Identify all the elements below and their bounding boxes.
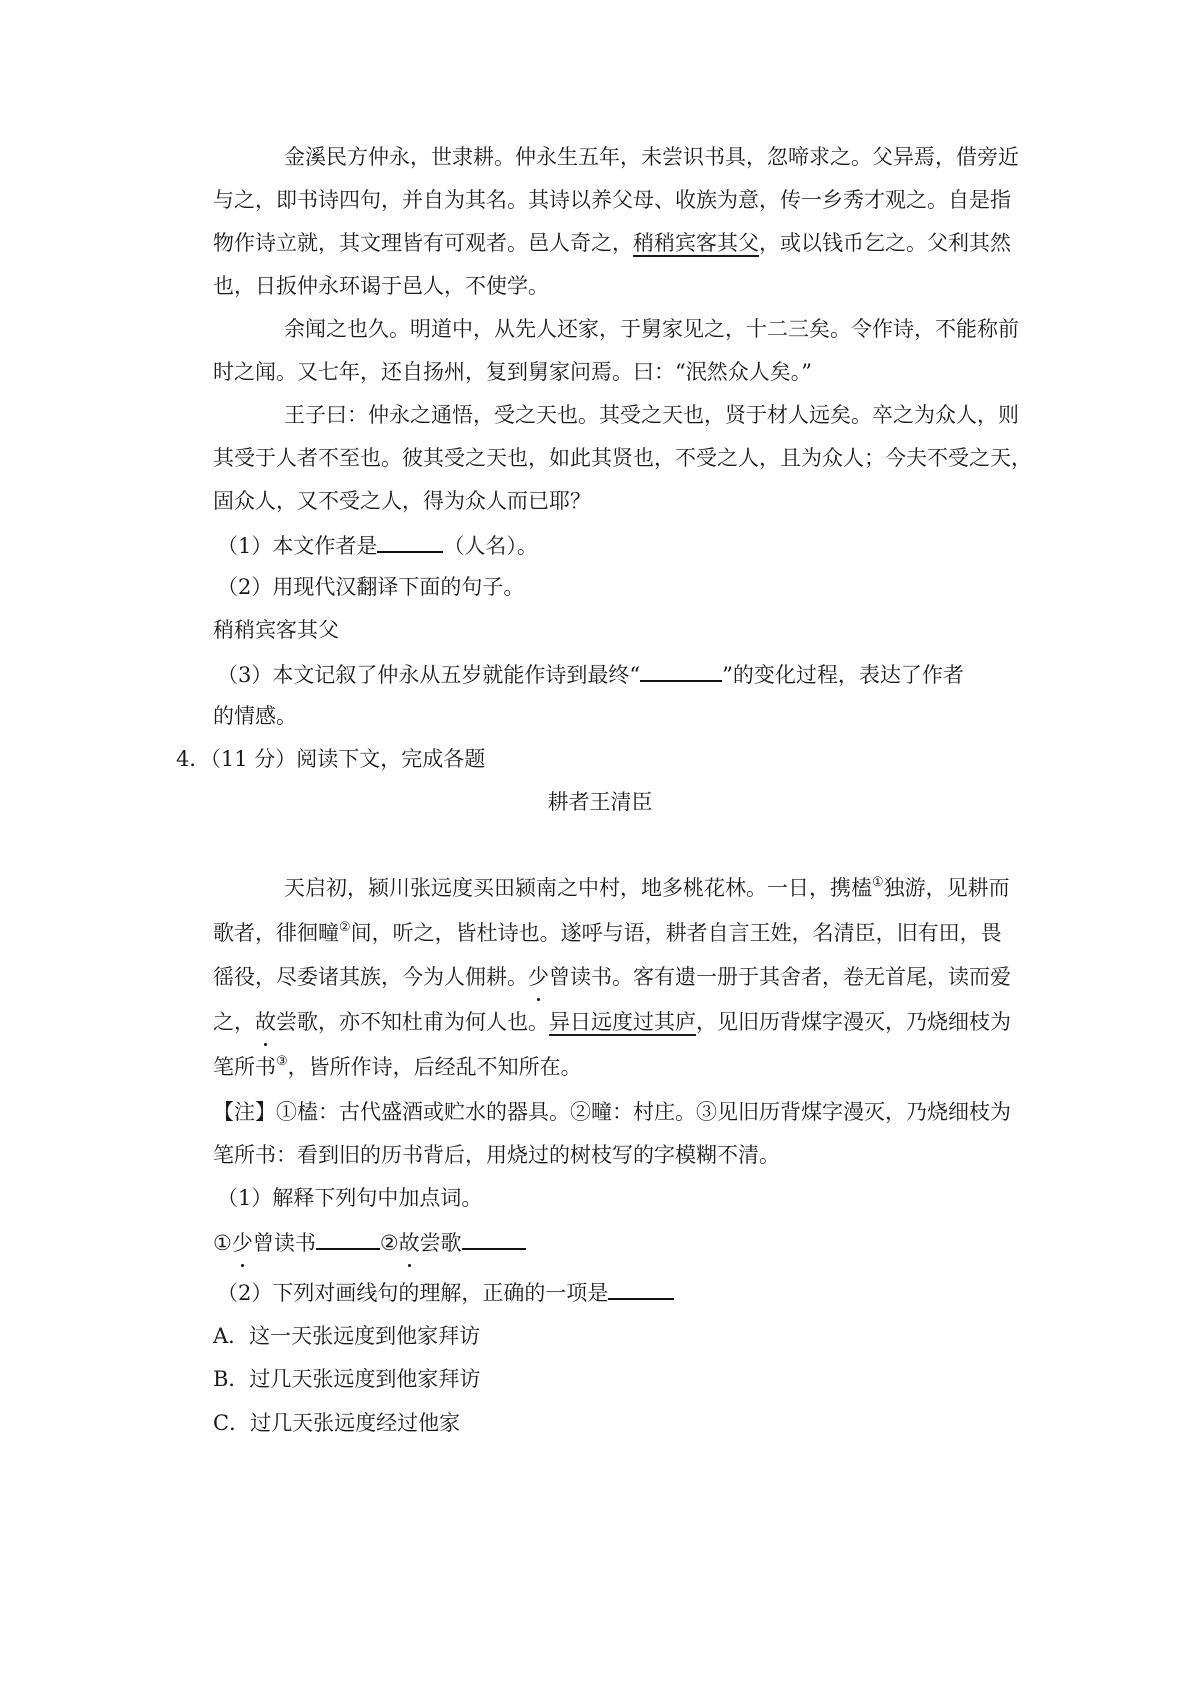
dotted-word: 少 <box>528 962 549 992</box>
underlined-sentence: 异日远度过其庐 <box>549 1010 696 1034</box>
passage2-line-3: 徭役，尽委诸其族，今为人佣耕。少曾读书。客有遗一册于其舍者，卷无首尾，读而爱 <box>213 962 1011 992</box>
passage1-line-5: 余闻之也久。明道中，从先人还家，于舅家见之，十二三矣。令作诗，不能称前 <box>284 317 1019 341</box>
passage1-line-4: 也，日扳仲永环谒于邑人，不使学。 <box>213 274 549 298</box>
passage1-line-9: 固众人，又不受之人，得为众人而已耶？ <box>213 489 591 513</box>
dotted-word: 故 <box>399 1228 420 1258</box>
passage-title: 耕者王清臣 <box>547 790 653 814</box>
subquestion-2: （2）下列对画线句的理解，正确的一项是 <box>217 1276 674 1308</box>
underlined-sentence: 稍稍宾客其父 <box>633 231 759 255</box>
question-2-sentence: 稍稍宾客其父 <box>213 618 339 642</box>
passage2-line-2: 歌者，徘徊疃②间，听之，皆杜诗也。遂呼与语，耕者自言王姓，名清臣，旧有田，畏 <box>213 920 1002 945</box>
subquestion-1-items: ①少曾读书 ②故尝歌 <box>213 1226 526 1258</box>
question-3-cont: 的情感。 <box>213 704 297 728</box>
passage2-line-4: 之，故尝歌，亦不知杜甫为何人也。异日远度过其庐，见旧历背煤字漫灭，乃烧细枝为 <box>213 1007 1011 1037</box>
answer-blank[interactable] <box>608 1276 674 1300</box>
answer-blank[interactable] <box>640 658 722 682</box>
passage1-line-8: 其受于人者不至也。彼其受之天也，如此其贤也，不受之人，且为众人；今夫不受之天， <box>213 446 1032 470</box>
question-2: （2）用现代汉翻译下面的句子。 <box>217 575 525 599</box>
passage1-line-7: 王子曰：仲永之通悟，受之天也。其受之天也，贤于材人远矣。卒之为众人，则 <box>284 403 1019 427</box>
answer-blank[interactable] <box>316 1226 380 1250</box>
question-3: （3）本文记叙了仲永从五岁就能作诗到最终“ ”的变化过程，表达了作者 <box>217 658 964 690</box>
passage2-line-1: 天启初，颍川张远度买田颍南之中村，地多桃花林。一日，携榼①独游，见耕而 <box>284 875 1010 900</box>
question-1: （1）本文作者是 （人名）。 <box>217 529 538 561</box>
passage1-line-1: 金溪民方仲永，世隶耕。仲永生五年，未尝识书具，忽啼求之。父异焉，借旁近 <box>284 145 1019 169</box>
passage2-line-5: 笔所书③，皆所作诗，后经乱不知所在。 <box>213 1054 582 1079</box>
passage1-line-6: 时之闻。又七年，还自扬州，复到舅家问焉。曰：“泯然众人矣。” <box>213 360 812 384</box>
option-c[interactable]: C．过几天张远度经过他家 <box>213 1411 461 1435</box>
dotted-word: 少 <box>232 1228 253 1258</box>
dotted-word: 故 <box>255 1007 276 1037</box>
answer-blank[interactable] <box>377 529 443 553</box>
passage1-line-3: 物作诗立就，其文理皆有可观者。邑人奇之，稍稍宾客其父，或以钱币乞之。父利其然 <box>213 231 1011 255</box>
answer-blank[interactable] <box>462 1226 526 1250</box>
passage1-line-2: 与之，即书诗四句，并自为其名。其诗以养父母、收族为意，传一乡秀才观之。自是指 <box>213 188 1011 212</box>
question-4-header: 4．（11 分）阅读下文，完成各题 <box>176 747 486 771</box>
subquestion-1: （1）解释下列句中加点词。 <box>217 1186 483 1210</box>
option-a[interactable]: A．这一天张远度到他家拜访 <box>213 1324 481 1348</box>
note-line-2: 笔所书：看到旧的历书背后，用烧过的树枝写的字模糊不清。 <box>213 1143 780 1167</box>
note-line-1: 【注】①榼：古代盛酒或贮水的器具。②疃：村庄。③见旧历背煤字漫灭，乃烧细枝为 <box>213 1100 1011 1124</box>
option-b[interactable]: B．过几天张远度到他家拜访 <box>213 1367 481 1391</box>
